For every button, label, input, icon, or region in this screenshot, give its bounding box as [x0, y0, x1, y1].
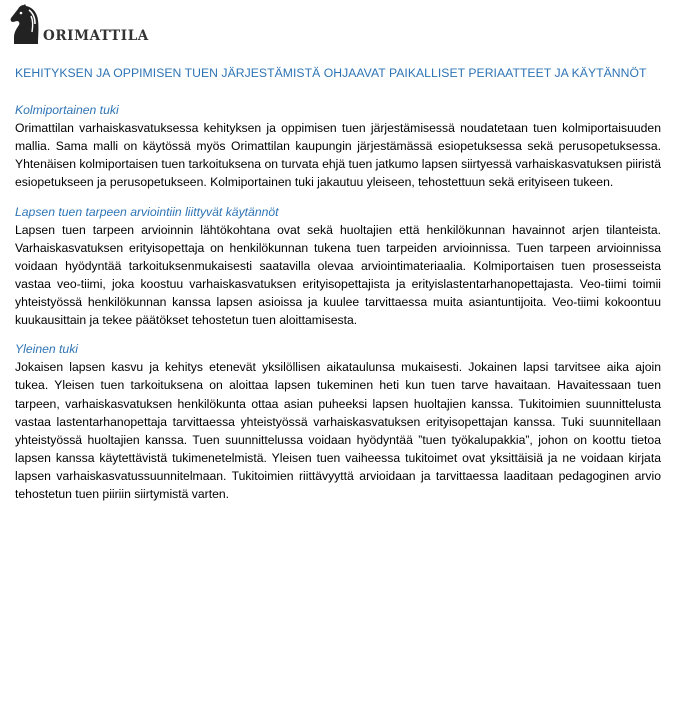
document-title: KEHITYKSEN JA OPPIMISEN TUEN JÄRJESTÄMISTÄ OHJAAVAT PAIKALLISET PERIAATTEET JA KÄYTÄNNÖT: [15, 66, 647, 80]
section-tuen-tarpeen-arviointi: [15, 203, 661, 330]
section-heading: Kolmiportainen tuki: [15, 103, 119, 118]
document-content: [15, 64, 661, 514]
section-paragraph: Lapsen tuen tarpeen arvioinnin lähtökohtana ovat sekä huoltajien että henkilökunnan havainnot arjen tilanteista. Varhaiskasvatuksen erityisopettaja on henkilökunnan tukena tuen tarpeiden arvioinnissa. Tuen tarpeen arvioinnissa voidaan hyödyntää tarkoituksenmukaisesti saatavilla olevaa arviointimateriaalia. Kolmiportaisen tuen prosesseista vastaa veo-tiimi, joka koostuu varhaiskasvatuksen erityisopettajista ja erityislastentarhanopettajasta. Veo-tiimi toimii yhteistyössä henkilökunnan kanssa lapsen asioissa ja kuulee tarvittaessa muita asiantuntijoita. Veo-tiimi kokoontuu kuukausittain ja tekee päätökset tehostetun tuen aloittamisesta.: [15, 222, 661, 328]
section-kolmiportainen-tuki: [15, 101, 661, 191]
logo-text: ORIMATTILA: [43, 28, 149, 44]
section-paragraph: Jokaisen lapsen kasvu ja kehitys etenevät yksilöllisen aikataulunsa mukaisesti. Jokainen lapsi tarvitsee aika ajoin tukea. Yleisen tuen tarkoituksena on aloittaa lapsen tukeminen heti kun tuen tarve havaitaan. Havaitessaan tuen tarpeen, varhaiskasvatuksen henkilökunta ottaa asian puheeksi lapsen huoltajien kanssa. Tukitoimien suunnittelusta vastaa lastentarhanopettaja tarvittaessa yhteistyössä varhaiskasvatuksen erityisopettajan kanssa. Tuki suunnitellaan yhteistyössä huoltajien kanssa. Tuen suunnittelussa voidaan hyödyntää ”tuen työkalupakkia”, johon on koottu tietoa lapsen kanssa käytettävistä tukimenetelmistä. Yleisen tuen vaiheessa tukitoimet ovat yksittäisiä ja ne voidaan kirjata lapsen varhaiskasvatussuunnitelmaan. Tukitoimien riittävyyttä arvioidaan ja tarvittaessa laaditaan pedagoginen arvio tehostetun tuen piiriin siirtymistä varten.: [15, 360, 661, 501]
section-yleinen-tuki: [15, 340, 661, 503]
section-heading: Lapsen tuen tarpeen arviointiin liittyvät käytännöt: [15, 204, 279, 219]
section-heading: Yleinen tuki: [15, 342, 79, 357]
header-logo: [10, 4, 149, 44]
horse-head-icon: [10, 4, 40, 44]
section-paragraph: Orimattilan varhaiskasvatuksessa kehityksen ja oppimisen tuen järjestämisessä noudatetaan tuen kolmiportaisuuden mallia. Sama malli on käytössä myös Orimattilan kaupungin järjestämässä esiopetuksessa sekä perusopetuksessa. Yhtenäisen kolmiportaisen tuen tarkoituksena on turvata ehjä tuen jatkumo lapsen siirtyessä varhaiskasvatuksen piiristä esiopetukseen ja perusopetukseen. Kolmiportainen tuki jakautuu yleiseen, tehostettuun sekä erityiseen tukeen.: [15, 121, 661, 190]
